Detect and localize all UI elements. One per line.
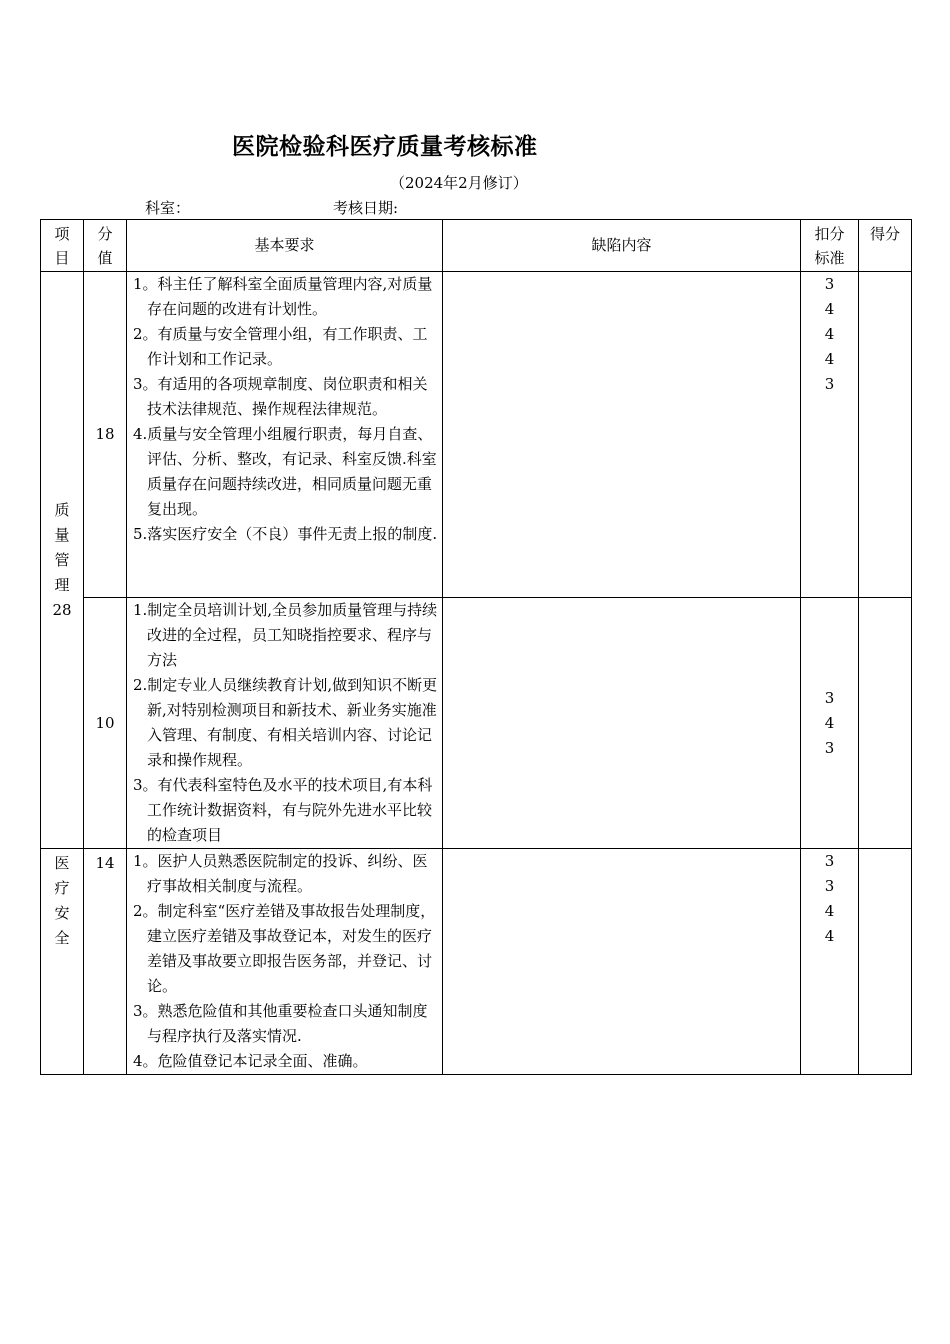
deduction-value: 3	[824, 275, 835, 293]
page-title: 医院检验科医疗质量考核标准	[232, 134, 538, 160]
requirement-item: 4。危险值登记本记录全面、准确。	[133, 1052, 368, 1070]
deduction-value: 3	[824, 738, 835, 757]
header-score-line: 值	[97, 248, 113, 267]
obtained-score-cell[interactable]	[859, 272, 912, 598]
header-obtained: 得分	[859, 220, 912, 272]
deduction-cell	[801, 849, 859, 1075]
deduction-value: 3	[824, 375, 835, 393]
group-score: 18	[84, 272, 127, 598]
deduction-value: 3	[824, 877, 835, 895]
requirements-cell	[127, 598, 443, 849]
defects-cell[interactable]	[443, 849, 801, 1075]
category-char: 全	[54, 929, 70, 947]
requirement-item: 1.制定全员培训计划,全员参加质量管理与持续改进的全过程，员工知晓指控要求、程序与方法	[133, 601, 438, 669]
category-char: 量	[54, 525, 70, 544]
requirement-item: 4.质量与安全管理小组履行职责，每月自查、评估、分析、整改，有记录、科室反馈.科室质量存在问题持续改进，相同质量问题无重复出现。	[133, 425, 437, 518]
deduction-value: 3	[824, 688, 835, 707]
requirement-item: 1。科主任了解科室全面质量管理内容,对质量存在问题的改进有计划性。	[133, 275, 433, 318]
requirement-item: 5.落实医疗安全（不良）事件无责上报的制度.	[133, 525, 438, 543]
category-char: 理	[54, 575, 70, 594]
department-label: 科室：	[145, 199, 191, 217]
table-row	[41, 272, 912, 598]
header-deduction	[801, 220, 859, 272]
deduction-value: 4	[824, 300, 835, 318]
deduction-value: 3	[824, 852, 835, 870]
deduction-value: 4	[824, 350, 835, 368]
requirement-item: 1。医护人员熟悉医院制定的投诉、纠纷、医疗事故相关制度与流程。	[133, 852, 428, 895]
category-char: 质	[54, 500, 70, 519]
deduction-value: 4	[824, 902, 835, 920]
exam-date-label: 考核日期:	[333, 199, 399, 217]
obtained-score-cell[interactable]	[859, 849, 912, 1075]
obtained-score-cell[interactable]	[859, 598, 912, 849]
header-item-line: 目	[54, 248, 70, 267]
requirement-item: 3。有适用的各项规章制度、岗位职责和相关技术法律规范、操作规程法律规范。	[133, 375, 428, 418]
category-char: 安	[54, 904, 70, 922]
group-score: 10	[84, 598, 127, 849]
header-item-line: 项	[54, 224, 70, 243]
defects-cell[interactable]	[443, 272, 801, 598]
header-item	[41, 220, 84, 272]
header-defects: 缺陷内容	[443, 220, 801, 272]
header-deduction-line: 标准	[814, 248, 845, 267]
table-row	[41, 598, 912, 849]
header-requirements: 基本要求	[127, 220, 443, 272]
header-score-line: 分	[97, 224, 113, 243]
deduction-value: 4	[824, 325, 835, 343]
deduction-value: 4	[824, 713, 835, 732]
requirements-cell	[127, 272, 443, 598]
group-score: 14	[84, 849, 127, 1075]
category-char: 管	[54, 550, 70, 569]
revision-note: （2024年2月修订）	[390, 174, 528, 192]
category-char: 医	[54, 854, 70, 872]
table-row	[41, 849, 912, 1075]
requirement-item: 2.制定专业人员继续教育计划,做到知识不断更新,对特别检测项目和新技术、新业务实施准入管理、有制度、有相关培训内容、讨论记录和操作规程。	[133, 676, 438, 769]
requirement-item: 2。制定科室“医疗差错及事故报告处理制度，建立医疗差错及事故登记本，对发生的医疗差错及事故要立即报告医务部，并登记、讨论。	[133, 902, 436, 995]
requirement-item: 3。有代表科室特色及水平的技术项目,有本科工作统计数据资料，有与院外先进水平比较的检查项目	[133, 776, 433, 844]
category-score: 28	[52, 600, 72, 619]
category-medical-safety	[41, 849, 84, 1075]
deduction-cell	[801, 598, 859, 849]
requirement-item: 2。有质量与安全管理小组，有工作职责、工作计划和工作记录。	[133, 325, 428, 368]
requirement-item: 3。熟悉危险值和其他重要检查口头通知制度与程序执行及落实情况.	[133, 1002, 428, 1045]
deduction-value: 4	[824, 927, 835, 945]
category-quality-management	[41, 272, 84, 849]
header-score	[84, 220, 127, 272]
header-deduction-line: 扣分	[814, 224, 845, 243]
requirements-cell	[127, 849, 443, 1075]
defects-cell[interactable]	[443, 598, 801, 849]
header-row	[41, 220, 912, 272]
deduction-cell	[801, 272, 859, 598]
assessment-table	[40, 219, 912, 1075]
category-char: 疗	[54, 879, 70, 897]
